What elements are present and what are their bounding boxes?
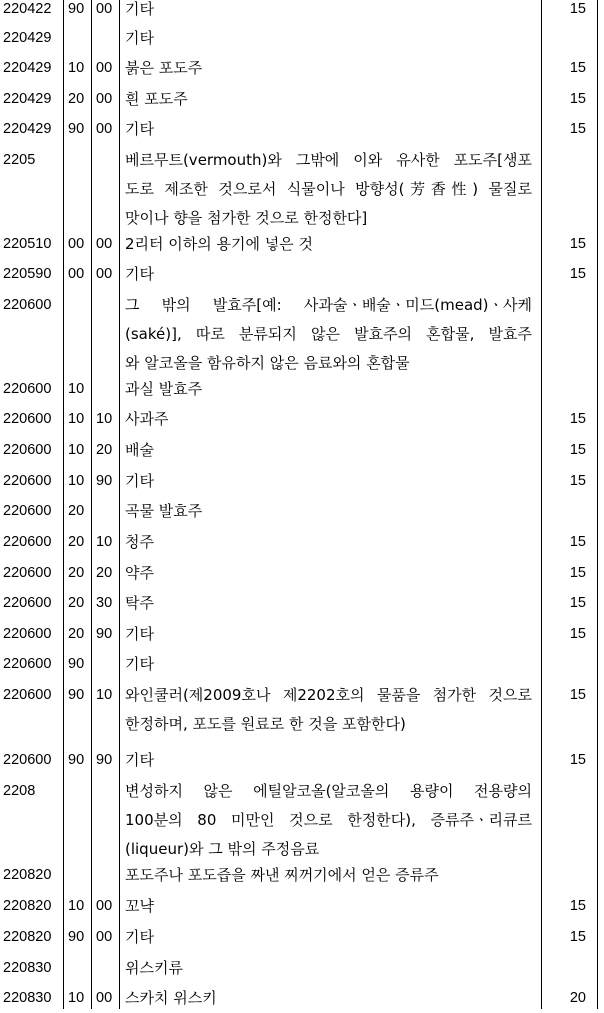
column-divider [63, 0, 64, 1009]
description-line: 스카치 위스키 [125, 989, 217, 1007]
description [125, 24, 532, 53]
hs-code: 2208 [3, 783, 36, 799]
description [125, 923, 532, 952]
sub-code-1: 90 [68, 929, 85, 945]
sub-code-1: 90 [68, 687, 85, 703]
hs-code: 220600 [3, 565, 52, 581]
tariff-rate: 15 [569, 60, 586, 76]
sub-code-2: 90 [96, 752, 113, 768]
sub-code-2: 00 [96, 121, 113, 137]
sub-code-2: 00 [96, 266, 113, 282]
hs-code: 220820 [3, 929, 52, 945]
sub-code-1: 10 [68, 473, 85, 489]
description [125, 467, 532, 496]
description-line: 100분의 80 미만인 것으로 한정한다), 증류주ㆍ리큐르 [125, 811, 532, 829]
tariff-rate: 15 [569, 473, 586, 489]
description-line: (saké)], 따로 분류되지 않은 발효주의 혼합물, 발효주 [125, 325, 532, 343]
tariff-rate: 15 [569, 121, 586, 137]
tariff-rate: 15 [569, 91, 586, 107]
description-line: 기타 [125, 928, 154, 946]
hs-code: 220600 [3, 687, 52, 703]
tariff-rate: 20 [569, 990, 586, 1006]
description [125, 291, 532, 378]
tariff-rate: 15 [569, 411, 586, 427]
tariff-rate: 15 [569, 266, 586, 282]
description [125, 54, 532, 83]
sub-code-1: 90 [68, 121, 85, 137]
hs-code: 220422 [3, 1, 52, 17]
sub-code-1: 20 [68, 91, 85, 107]
description [125, 746, 532, 775]
sub-code-2: 90 [96, 626, 113, 642]
hs-code: 220590 [3, 266, 52, 282]
description [125, 146, 532, 233]
hs-code: 220600 [3, 442, 52, 458]
column-divider [597, 0, 598, 1009]
sub-code-2: 10 [96, 687, 113, 703]
description-line: 2리터 이하의 용기에 넣은 것 [125, 235, 314, 253]
description-line: 꼬냑 [125, 897, 154, 915]
sub-code-1: 20 [68, 595, 85, 611]
hs-code: 220600 [3, 656, 52, 672]
description-line: 붉은 포도주 [125, 59, 203, 77]
hs-code: 220600 [3, 752, 52, 768]
description-line: 맛이나 향을 첨가한 것으로 한정한다] [125, 209, 368, 227]
hs-code: 220429 [3, 60, 52, 76]
hs-code: 220429 [3, 30, 52, 46]
description-line: 과실 발효주 [125, 380, 203, 398]
sub-code-1: 20 [68, 565, 85, 581]
description [125, 559, 532, 588]
description-line: 와 알코올을 함유하지 않은 음료와의 혼합물 [125, 354, 410, 372]
sub-code-2: 00 [96, 60, 113, 76]
description-line: 탁주 [125, 594, 154, 612]
sub-code-2: 00 [96, 929, 113, 945]
sub-code-1: 90 [68, 656, 85, 672]
description [125, 260, 532, 289]
sub-code-2: 00 [96, 990, 113, 1006]
tariff-rate: 15 [569, 898, 586, 914]
sub-code-1: 10 [68, 442, 85, 458]
description [125, 0, 532, 24]
description [125, 436, 532, 465]
description-line: 사과주 [125, 410, 169, 428]
description-line: 그 밖의 발효주[예: 사과술ㆍ배술ㆍ미드(mead)ㆍ사케 [125, 296, 532, 314]
description-line: 기타 [125, 0, 154, 18]
description [125, 230, 532, 259]
tariff-rate: 15 [569, 442, 586, 458]
sub-code-1: 00 [68, 266, 85, 282]
tariff-rate: 15 [569, 752, 586, 768]
column-divider [119, 0, 120, 1009]
tariff-rate: 15 [569, 565, 586, 581]
description-line: 베르무트(vermouth)와 그밖에 이와 유사한 포도주[생포 [125, 151, 532, 169]
description-line: 위스키류 [125, 959, 183, 977]
column-divider [91, 0, 92, 1009]
description [125, 497, 532, 526]
hs-code: 220600 [3, 381, 52, 397]
sub-code-1: 20 [68, 503, 85, 519]
description-line: (liqueur)와 그 밖의 주정음료 [125, 840, 320, 858]
description-line: 기타 [125, 29, 154, 47]
sub-code-2: 10 [96, 534, 113, 550]
sub-code-2: 00 [96, 236, 113, 252]
description-line: 한정하며, 포도를 원료로 한 것을 포함한다) [125, 715, 406, 733]
tariff-rate: 15 [569, 534, 586, 550]
description [125, 405, 532, 434]
sub-code-1: 90 [68, 1, 85, 17]
hs-code: 220820 [3, 867, 52, 883]
description-line: 기타 [125, 751, 154, 769]
sub-code-1: 10 [68, 898, 85, 914]
sub-code-2: 00 [96, 898, 113, 914]
sub-code-1: 00 [68, 236, 85, 252]
hs-code: 220429 [3, 91, 52, 107]
description [125, 892, 532, 921]
sub-code-1: 20 [68, 534, 85, 550]
tariff-rate: 15 [569, 595, 586, 611]
description-line: 배술 [125, 441, 154, 459]
description-line: 변성하지 않은 에틸알코올(알코올의 용량이 전용량의 [125, 782, 532, 800]
hs-code: 220820 [3, 898, 52, 914]
hs-code: 220429 [3, 121, 52, 137]
description-line: 약주 [125, 564, 154, 582]
description [125, 620, 532, 649]
tariff-rate: 15 [569, 687, 586, 703]
sub-code-2: 10 [96, 411, 113, 427]
sub-code-2: 00 [96, 91, 113, 107]
hs-code: 2205 [3, 152, 36, 168]
description-line: 포도주나 포도즙을 짜낸 찌꺼기에서 얻은 증류주 [125, 866, 439, 884]
description-line: 기타 [125, 120, 154, 138]
hs-code: 220510 [3, 236, 52, 252]
sub-code-2: 90 [96, 473, 113, 489]
sub-code-2: 30 [96, 595, 113, 611]
sub-code-1: 20 [68, 626, 85, 642]
description-line: 기타 [125, 655, 154, 673]
hs-code: 220600 [3, 297, 52, 313]
description [125, 954, 532, 983]
description [125, 85, 532, 114]
description [125, 589, 532, 618]
column-divider [541, 0, 542, 1009]
description-line: 도로 제조한 것으로서 식물이나 방향성(芳香性) 물질로 [125, 180, 532, 198]
description-line: 흰 포도주 [125, 90, 188, 108]
description [125, 861, 532, 890]
sub-code-1: 10 [68, 990, 85, 1006]
sub-code-1: 10 [68, 60, 85, 76]
tariff-rate: 15 [569, 236, 586, 252]
hs-code: 220600 [3, 595, 52, 611]
tariff-rate: 15 [569, 1, 586, 17]
sub-code-2: 20 [96, 565, 113, 581]
hs-code: 220830 [3, 960, 52, 976]
description [125, 681, 532, 739]
hs-code: 220600 [3, 503, 52, 519]
description-line: 기타 [125, 625, 154, 643]
description-line: 와인쿨러(제2009호나 제2202호의 물품을 첨가한 것으로 [125, 686, 532, 704]
description [125, 777, 532, 864]
description [125, 115, 532, 144]
hs-code: 220600 [3, 473, 52, 489]
description-line: 기타 [125, 265, 154, 283]
hs-code: 220600 [3, 626, 52, 642]
sub-code-1: 10 [68, 411, 85, 427]
description-line: 청주 [125, 533, 154, 551]
description [125, 528, 532, 557]
sub-code-2: 00 [96, 1, 113, 17]
hs-code: 220830 [3, 990, 52, 1006]
sub-code-2: 20 [96, 442, 113, 458]
tariff-rate: 15 [569, 626, 586, 642]
hs-code: 220600 [3, 534, 52, 550]
sub-code-1: 90 [68, 752, 85, 768]
hs-code: 220600 [3, 411, 52, 427]
description-line: 기타 [125, 472, 154, 490]
sub-code-1: 10 [68, 381, 85, 397]
description-line: 곡물 발효주 [125, 502, 203, 520]
description [125, 650, 532, 679]
description [125, 375, 532, 404]
tariff-rate: 15 [569, 929, 586, 945]
